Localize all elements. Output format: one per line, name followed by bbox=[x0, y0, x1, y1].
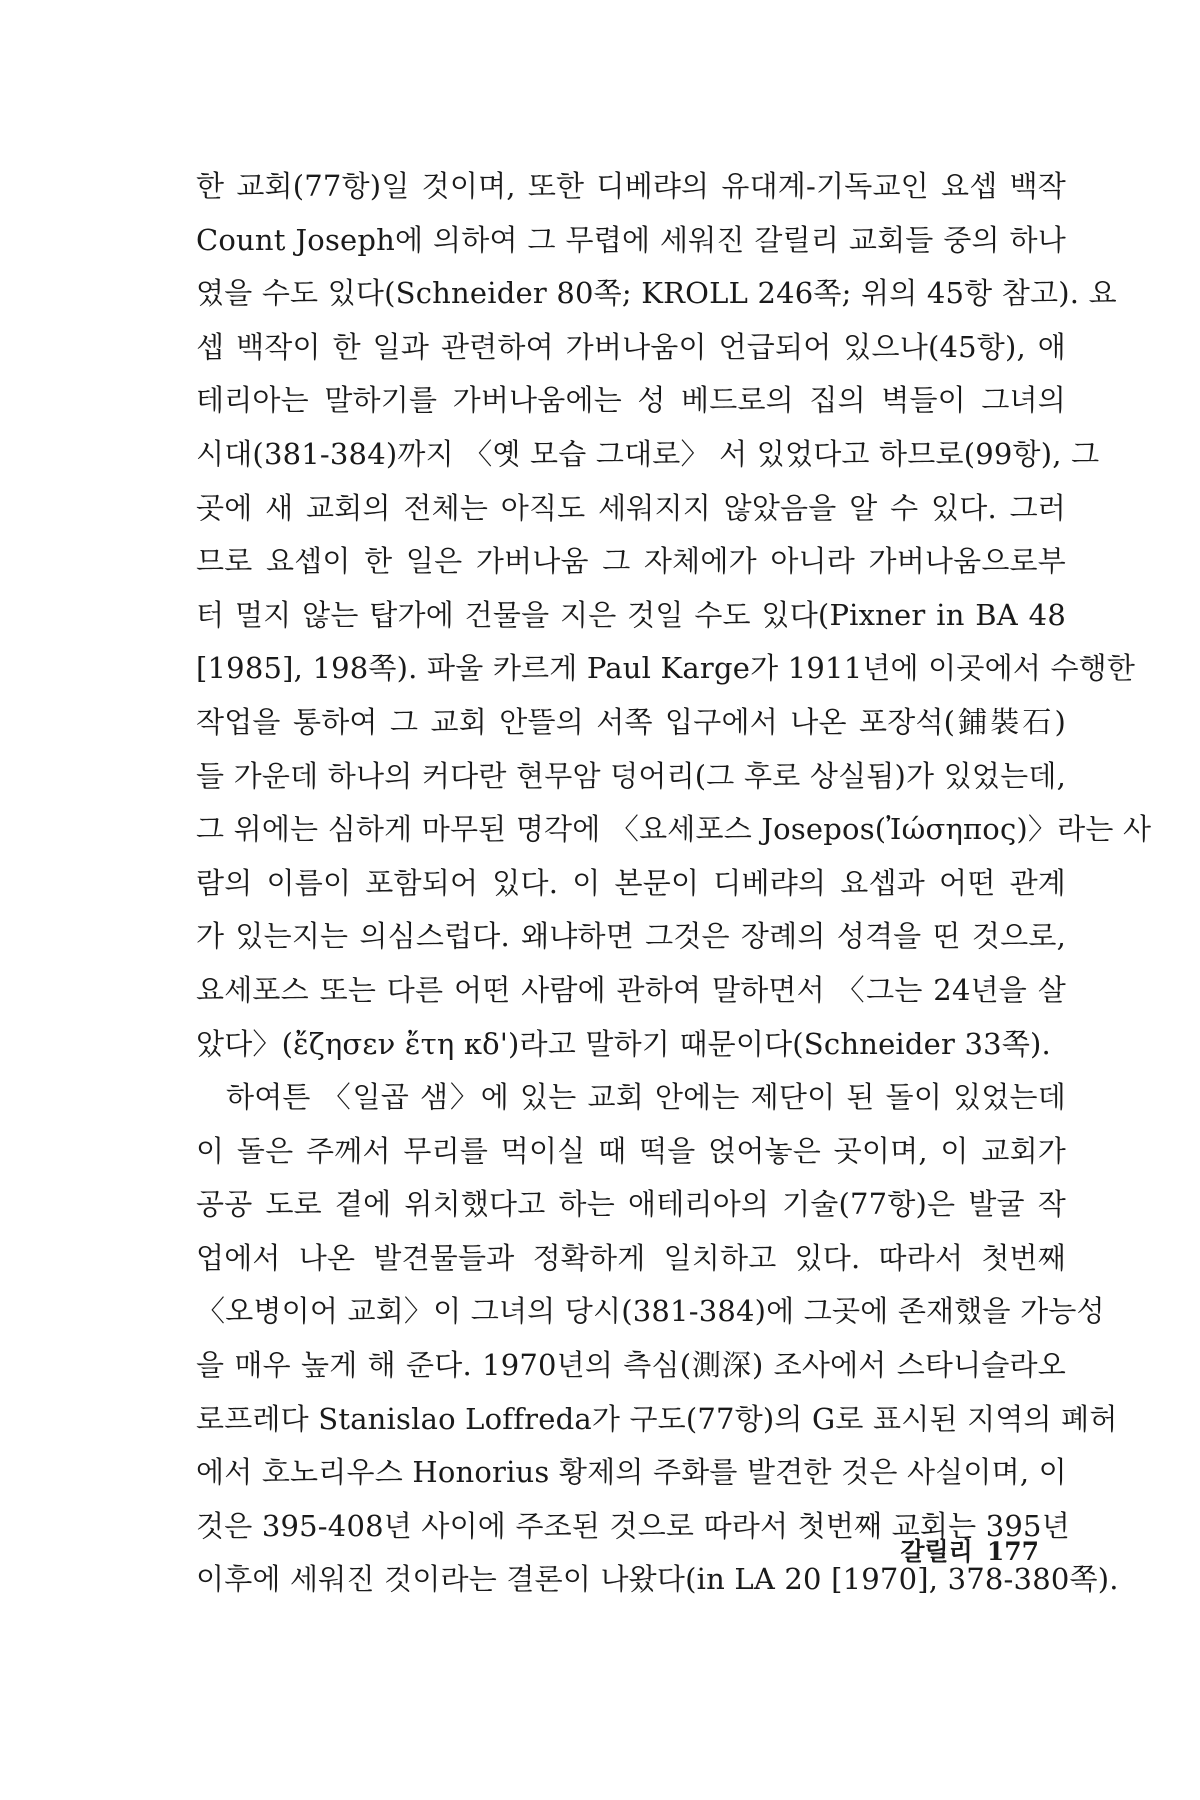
text-line: 들 가운데 하나의 커다란 현무암 덩어리(그 후로 상실됨)가 있었는데, bbox=[196, 758, 1066, 793]
text-line: 가 있는지는 의심스럽다. 왜냐하면 그것은 장례의 성격을 띤 것으로, bbox=[196, 919, 1066, 954]
text-line: 이 돌은 주께서 무리를 먹이실 때 떡을 얹어놓은 곳이며, 이 교회가 bbox=[196, 1133, 1066, 1168]
text-line: 요세포스 또는 다른 어떤 사람에 관하여 말하면서 〈그는 24년을 살 bbox=[196, 972, 1066, 1007]
text-line: 았다〉(ἔζησεν ἔτη κδ')라고 말하기 때문이다(Schneider 33쪽). bbox=[196, 1026, 1051, 1061]
text-line: 그 위에는 심하게 마무된 명각에 〈요세포스 Josepos(Ἰώσηπος)〉라는 사 bbox=[196, 812, 1152, 847]
text-line: 이후에 세워진 것이라는 결론이 나왔다(in LA 20 [1970], 378-380쪽). bbox=[196, 1562, 1119, 1597]
body-text bbox=[196, 160, 1152, 1607]
text-line: 셉 백작이 한 일과 관련하여 가버나움이 언급되어 있으나(45항), 애 bbox=[196, 329, 1066, 364]
text-line: 람의 이름이 포함되어 있다. 이 본문이 디베랴의 요셉과 어떤 관계 bbox=[196, 865, 1066, 900]
running-title: 갈릴리 bbox=[900, 1537, 973, 1566]
page-number: 177 bbox=[986, 1537, 1039, 1566]
text-line: 것은 395-408년 사이에 주조된 것으로 따라서 첫번째 교회는 395년 bbox=[196, 1508, 1070, 1543]
text-line: 므로 요셉이 한 일은 가버나움 그 자체에가 아니라 가버나움으로부 bbox=[196, 544, 1066, 579]
text-line: 업에서 나온 발견물들과 정확하게 일치하고 있다. 따라서 첫번째 bbox=[196, 1240, 1066, 1275]
text-line: 에서 호노리우스 Honorius 황제의 주화를 발견한 것은 사실이며, 이 bbox=[196, 1455, 1067, 1490]
text-line: 였을 수도 있다(Schneider 80쪽; KROLL 246쪽; 위의 45항 참고). 요 bbox=[196, 276, 1117, 311]
text-line: 곳에 새 교회의 전체는 아직도 세워지지 않았음을 알 수 있다. 그러 bbox=[196, 490, 1066, 525]
text-line: 을 매우 높게 해 준다. 1970년의 측심(測深) 조사에서 스타니슬라오 bbox=[196, 1348, 1066, 1383]
text-line: Count Joseph에 의하여 그 무렵에 세워진 갈릴리 교회들 중의 하나 bbox=[196, 222, 1066, 257]
text-line: 공공 도로 곁에 위치했다고 하는 애테리아의 기술(77항)은 발굴 작 bbox=[196, 1187, 1066, 1222]
page-footer bbox=[900, 1532, 1039, 1568]
text-line: [1985], 198쪽). 파울 카르게 Paul Karge가 1911년에 이곳에서 수행한 bbox=[196, 651, 1136, 686]
text-line: 테리아는 말하기를 가버나움에는 성 베드로의 집의 벽들이 그녀의 bbox=[196, 383, 1066, 418]
text-line: 시대(381-384)까지 〈옛 모습 그대로〉 서 있었다고 하므로(99항), 그 bbox=[196, 436, 1100, 471]
text-line: 작업을 통하여 그 교회 안뜰의 서쪽 입구에서 나온 포장석(鋪裝石) bbox=[196, 704, 1066, 739]
text-line: 〈오병이어 교회〉이 그녀의 당시(381-384)에 그곳에 존재했을 가능성 bbox=[196, 1294, 1105, 1329]
paragraph-2 bbox=[196, 1071, 1119, 1607]
text-line: 터 멀지 않는 탑가에 건물을 지은 것일 수도 있다(Pixner in BA 48 bbox=[196, 597, 1066, 632]
text-line: 하여튼 〈일곱 샘〉에 있는 교회 안에는 제단이 된 돌이 있었는데 bbox=[226, 1080, 1066, 1115]
text-line: 한 교회(77항)일 것이며, 또한 디베랴의 유대계-기독교인 요셉 백작 bbox=[196, 169, 1066, 203]
paragraph-1 bbox=[196, 160, 1152, 1071]
text-line: 로프레다 Stanislao Loffreda가 구도(77항)의 G로 표시된 지역의 폐허 bbox=[196, 1401, 1118, 1436]
